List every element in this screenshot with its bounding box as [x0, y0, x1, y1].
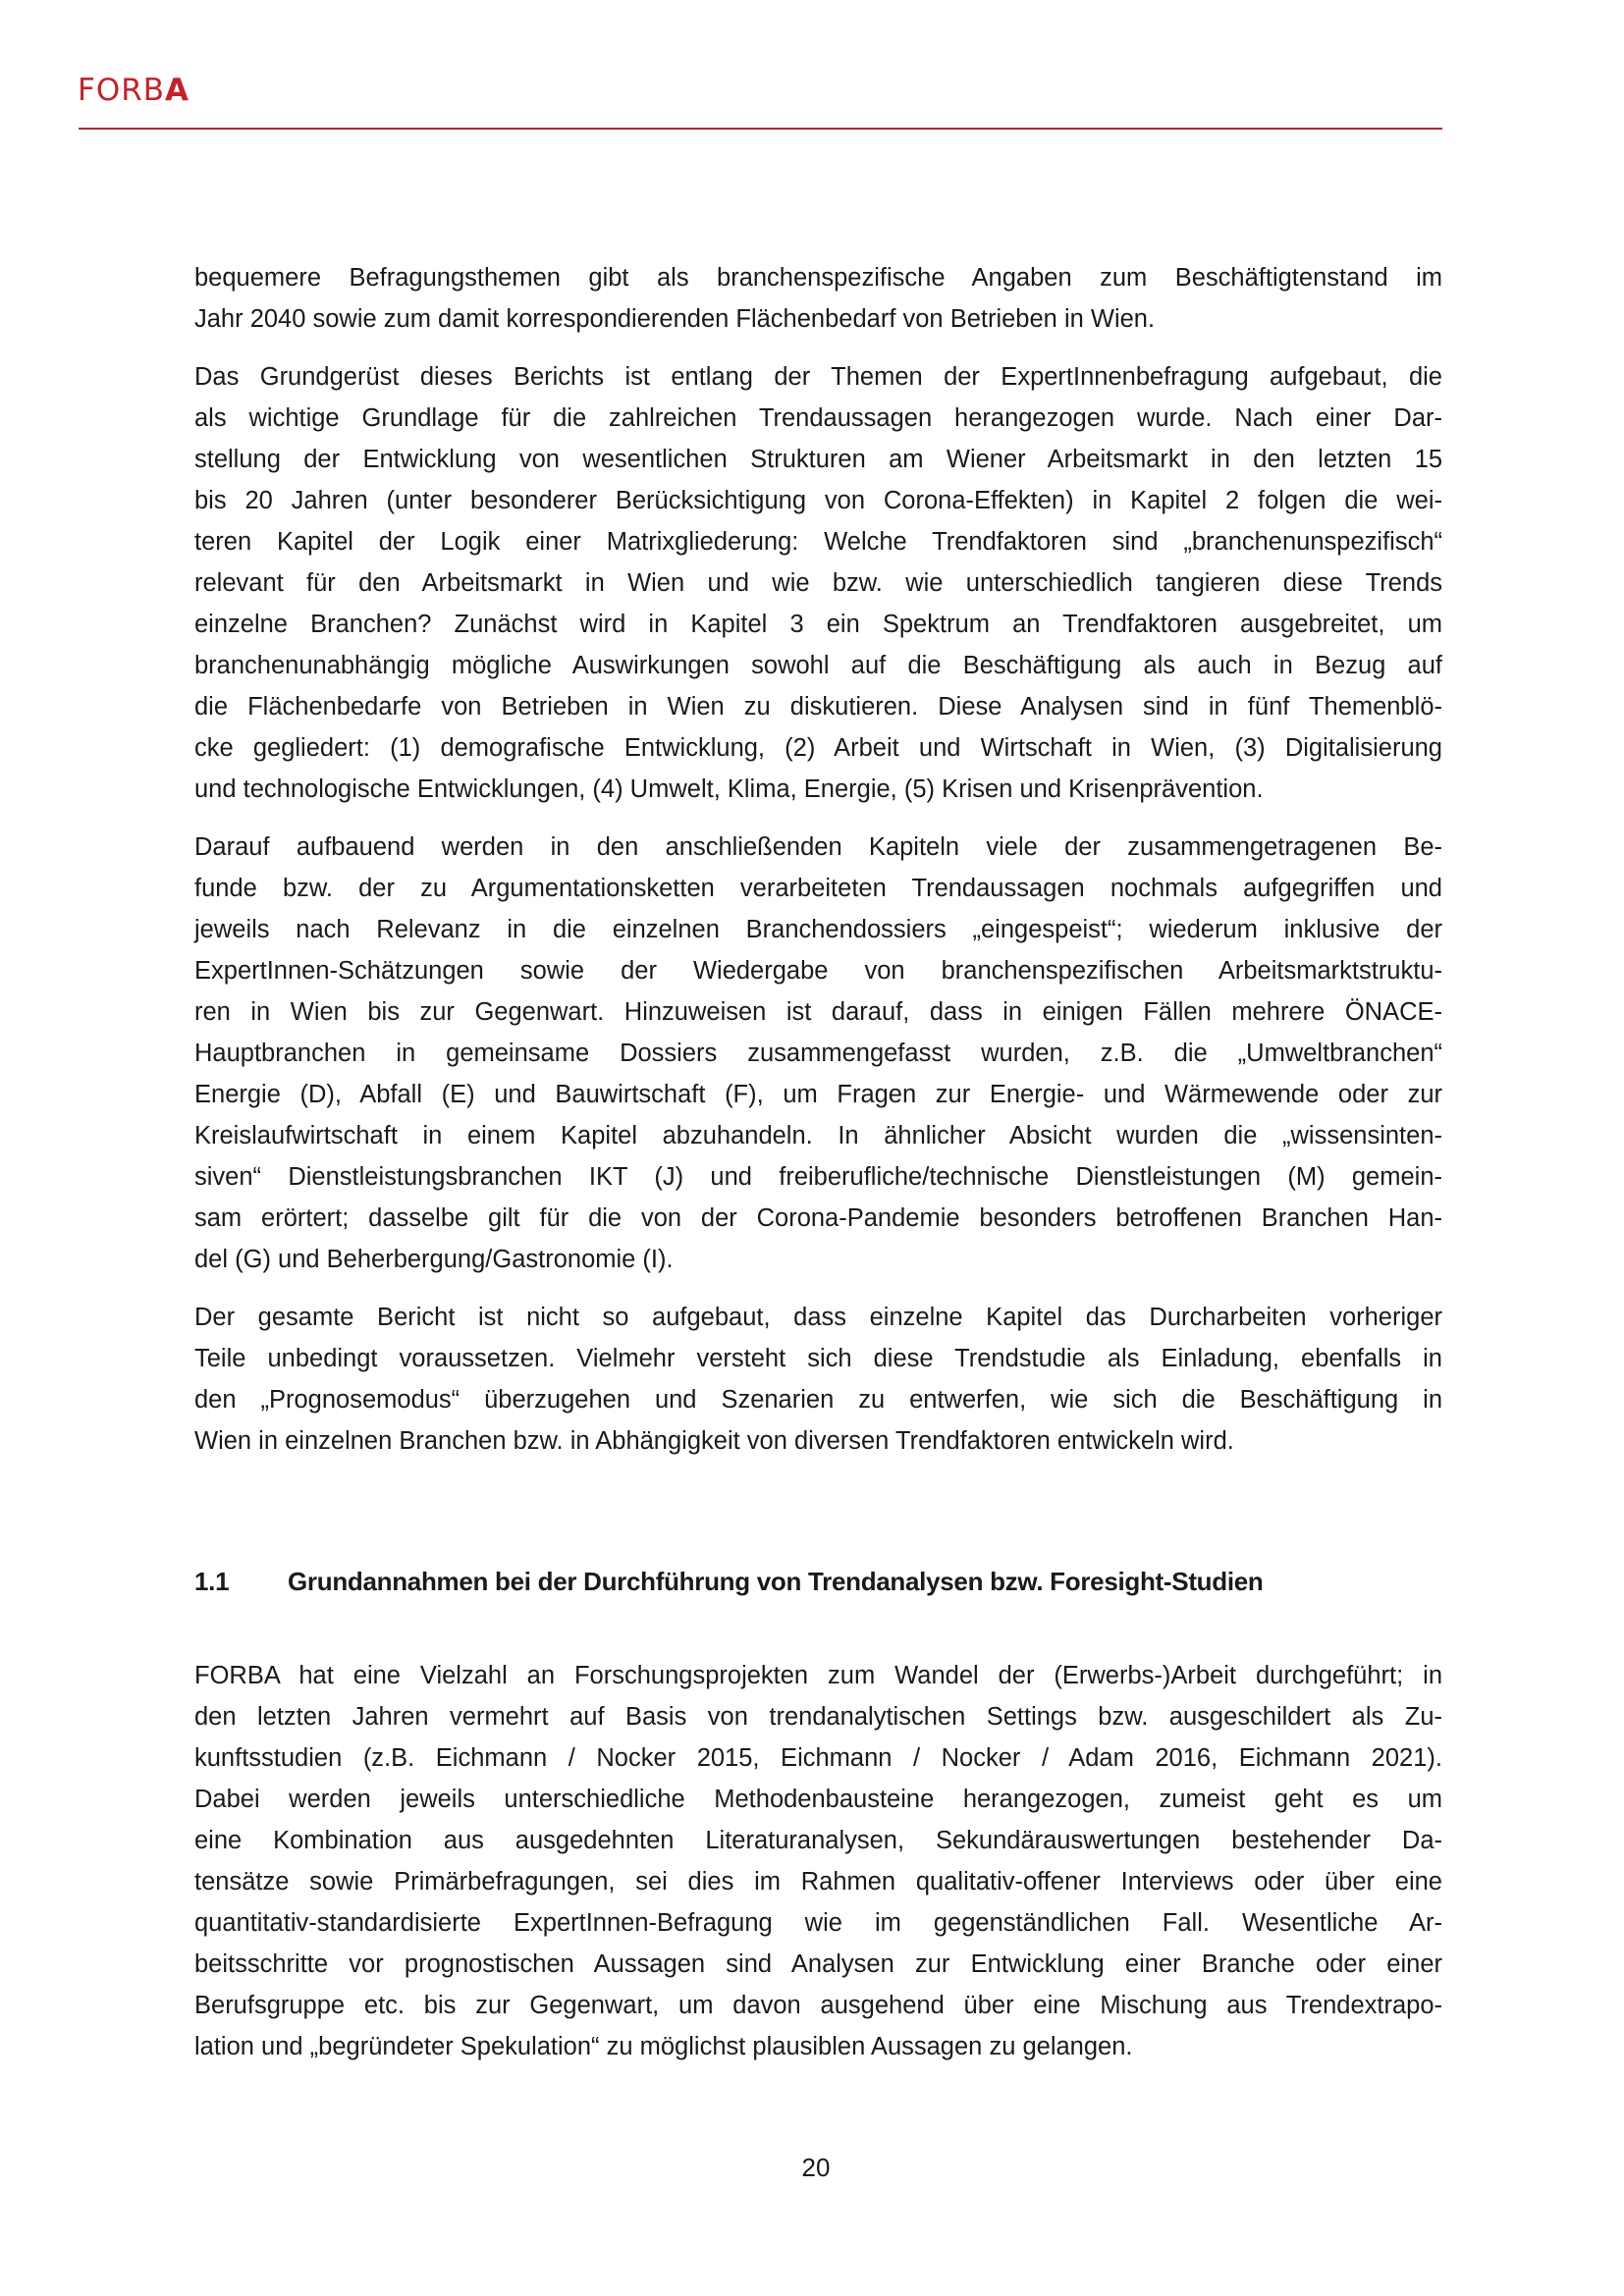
text-line: die Flächenbedarfe von Betrieben in Wien zu diskutieren. Diese Analysen sind in fünf Themenblö-: [194, 693, 1442, 721]
text-line: quantitativ-standardisierte ExpertInnen-Befragung wie im gegenständlichen Fall. Wesentliche Ar-: [194, 1909, 1442, 1937]
paragraph: [194, 1655, 1442, 2067]
text-line: Berufsgruppe etc. bis zur Gegenwart, um davon ausgehend über eine Mischung aus Trendextrapo-: [194, 1992, 1442, 2019]
text-line: cke gegliedert: (1) demografische Entwicklung, (2) Arbeit und Wirtschaft in Wien, (3) Digitalisierung: [194, 734, 1442, 762]
body-text-before: [194, 257, 1442, 1478]
text-line: als wichtige Grundlage für die zahlreichen Trendaussagen herangezogen wurde. Nach einer Dar-: [194, 404, 1442, 432]
paragraph: [194, 257, 1442, 340]
text-line: funde bzw. der zu Argumentationsketten verarbeiteten Trendaussagen nochmals aufgegriffen und: [194, 875, 1442, 902]
text-line: lation und „begründeter Spekulation“ zu möglichst plausiblen Aussagen zu gelangen.: [194, 2033, 1133, 2060]
text-line: FORBA hat eine Vielzahl an Forschungsprojekten zum Wandel der (Erwerbs-)Arbeit durchgeführt; in: [194, 1662, 1442, 1689]
text-line: den „Prognosemodus“ überzugehen und Szenarien zu entwerfen, wie sich die Beschäftigung in: [194, 1386, 1442, 1414]
text-line: Jahr 2040 sowie zum damit korrespondierenden Flächenbedarf von Betrieben in Wien.: [194, 305, 1156, 333]
text-line: sam erörtert; dasselbe gilt für die von der Corona-Pandemie besonders betroffenen Branchen Han-: [194, 1204, 1442, 1232]
text-line: Hauptbranchen in gemeinsame Dossiers zusammengefasst wurden, z.B. die „Umweltbranchen“: [194, 1040, 1442, 1067]
header-divider: [79, 128, 1442, 130]
text-line: tensätze sowie Primärbefragungen, sei dies im Rahmen qualitativ-offener Interviews oder über eine: [194, 1868, 1442, 1896]
text-line: einzelne Branchen? Zunächst wird in Kapitel 3 ein Spektrum an Trendfaktoren ausgebreitet, um: [194, 611, 1442, 638]
forba-logo: FORBA: [78, 73, 190, 108]
paragraph: [194, 827, 1442, 1280]
text-line: kunftsstudien (z.B. Eichmann / Nocker 2015, Eichmann / Nocker / Adam 2016, Eichmann 2021).: [194, 1744, 1442, 1772]
text-line: siven“ Dienstleistungsbranchen IKT (J) und freiberufliche/technische Dienstleistungen (M) gemein-: [194, 1163, 1442, 1191]
text-line: Energie (D), Abfall (E) und Bauwirtschaft (F), um Fragen zur Energie- und Wärmewende oder zur: [194, 1081, 1442, 1108]
text-line: den letzten Jahren vermehrt auf Basis von trendanalytischen Settings bzw. ausgeschildert als Zu-: [194, 1703, 1442, 1731]
paragraph: [194, 356, 1442, 810]
text-line: relevant für den Arbeitsmarkt in Wien und wie bzw. wie unterschiedlich tangieren diese Trends: [194, 569, 1442, 597]
body-text-after: [194, 1655, 1442, 2084]
text-line: Teile unbedingt voraussetzen. Vielmehr versteht sich diese Trendstudie als Einladung, ebenfalls in: [194, 1345, 1442, 1372]
text-line: bis 20 Jahren (unter besonderer Berücksichtigung von Corona-Effekten) in Kapitel 2 folgen die wei-: [194, 487, 1442, 514]
text-line: Der gesamte Bericht ist nicht so aufgebaut, dass einzelne Kapitel das Durcharbeiten vorheriger: [194, 1304, 1442, 1331]
section-title: Grundannahmen bei der Durchführung von Trendanalysen bzw. Foresight-Studien: [288, 1567, 1264, 1596]
text-line: teren Kapitel der Logik einer Matrixgliederung: Welche Trendfaktoren sind „branchenunspezifisch“: [194, 528, 1442, 556]
text-line: bequemere Befragungsthemen gibt als branchenspezifische Angaben zum Beschäftigtenstand im: [194, 264, 1442, 292]
text-line: Das Grundgerüst dieses Berichts ist entlang der Themen der ExpertInnenbefragung aufgebaut, die: [194, 363, 1442, 391]
section-heading: [194, 1567, 1264, 1597]
paragraph: [194, 1297, 1442, 1462]
page-number: 20: [801, 2153, 831, 2182]
text-line: ren in Wien bis zur Gegenwart. Hinzuweisen ist darauf, dass in einigen Fällen mehrere ÖNACE-: [194, 998, 1442, 1026]
text-line: beitsschritte vor prognostischen Aussagen sind Analysen zur Entwicklung einer Branche oder einer: [194, 1950, 1442, 1978]
text-line: Darauf aufbauend werden in den anschließenden Kapiteln viele der zusammengetragenen Be-: [194, 833, 1442, 861]
text-line: Wien in einzelnen Branchen bzw. in Abhängigkeit von diversen Trendfaktoren entwickeln wird.: [194, 1427, 1234, 1455]
text-line: ExpertInnen-Schätzungen sowie der Wiedergabe von branchenspezifischen Arbeitsmarktstruktu-: [194, 957, 1442, 985]
text-line: jeweils nach Relevanz in die einzelnen Branchendossiers „eingespeist“; wiederum inklusive der: [194, 916, 1442, 943]
text-line: branchenunabhängig mögliche Auswirkungen sowohl auf die Beschäftigung als auch in Bezug auf: [194, 652, 1442, 679]
text-line: stellung der Entwicklung von wesentlichen Strukturen am Wiener Arbeitsmarkt in den letzten 15: [194, 446, 1442, 473]
text-line: und technologische Entwicklungen, (4) Umwelt, Klima, Energie, (5) Krisen und Krisenprävention.: [194, 775, 1264, 803]
text-line: del (G) und Beherbergung/Gastronomie (I).: [194, 1246, 674, 1273]
text-line: eine Kombination aus ausgedehnten Literaturanalysen, Sekundärauswertungen bestehender Da-: [194, 1827, 1442, 1854]
section-number: 1.1: [194, 1567, 230, 1596]
text-line: Dabei werden jeweils unterschiedliche Methodenbausteine herangezogen, zumeist geht es um: [194, 1786, 1442, 1813]
text-line: Kreislaufwirtschaft in einem Kapitel abzuhandeln. In ähnlicher Absicht wurden die „wissensinten-: [194, 1122, 1442, 1149]
